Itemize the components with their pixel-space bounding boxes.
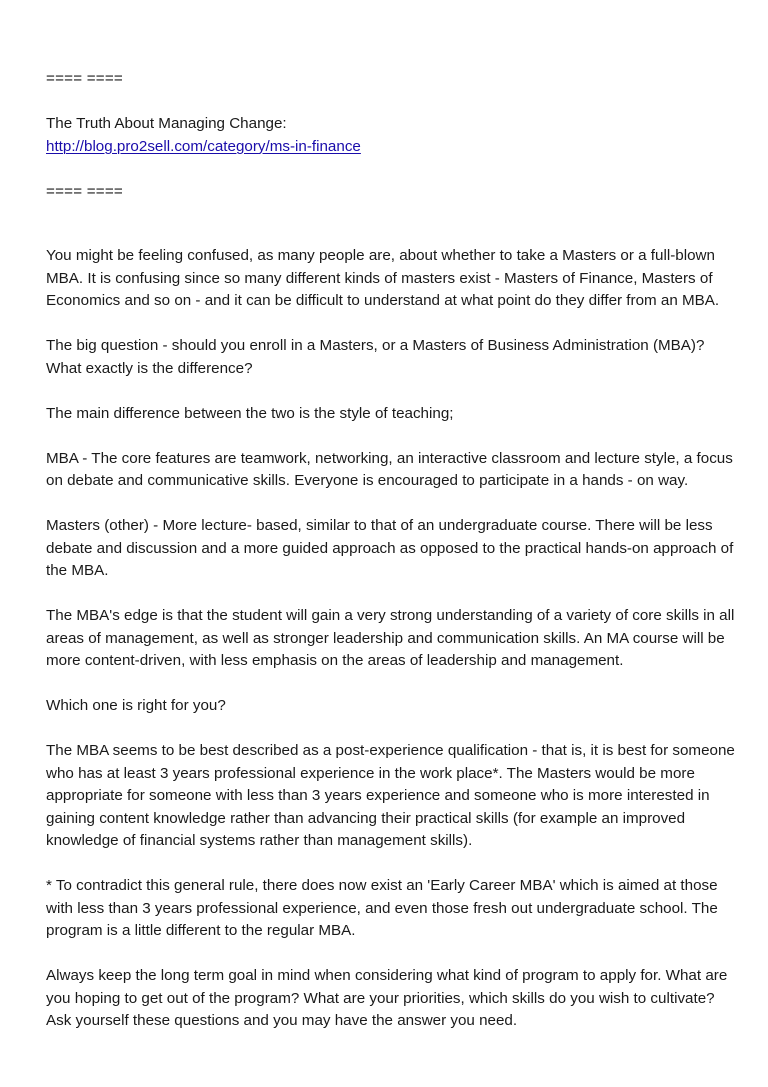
paragraph: You might be feeling confused, as many people are, about whether to take a Masters or a full-blown MBA. It is confusing since so many different kinds of masters exist - Masters of Finance, Masters of Economics and so on - and it can be difficult to understand at what point do they differ from an MBA. xyxy=(46,247,720,309)
source-link[interactable]: http://blog.pro2sell.com/category/ms-in-finance xyxy=(46,137,361,155)
spacer xyxy=(46,158,736,181)
spacer xyxy=(46,91,736,114)
article-title: The Truth About Managing Change: xyxy=(46,115,287,132)
document-page xyxy=(46,68,736,1055)
paragraph: Masters (other) - More lecture- based, similar to that of an undergraduate course. There will be less debate and discussion and a more guided approach as opposed to the practical hands-on approach of the MBA. xyxy=(46,517,734,579)
spacer xyxy=(46,203,736,245)
paragraph: * To contradict this general rule, there does now exist an 'Early Career MBA' which is aimed at those with less than 3 years professional experience, and even those fresh out undergraduate school. The program is a little different to the regular MBA. xyxy=(46,877,718,939)
paragraph: MBA - The core features are teamwork, networking, an interactive classroom and lecture style, a focus on debate and communicative skills. Everyone is encouraged to participate in a hands - on way. xyxy=(46,449,733,489)
paragraph: The MBA's edge is that the student will gain a very strong understanding of a variety of core skills in all areas of management, as well as stronger leadership and communication skills. An MA course will be more content-driven, with less emphasis on the areas of leadership and management. xyxy=(46,607,735,669)
source-link-line xyxy=(46,136,736,159)
paragraph: Always keep the long term goal in mind when considering what kind of program to apply for. What are you hoping to get out of the program? What are your priorities, which skills do you wish to cultivate? Ask yourself these questions and you may have the answer you need. xyxy=(46,967,728,1029)
paragraph: The main difference between the two is the style of teaching; xyxy=(46,404,454,422)
paragraph: The big question - should you enroll in a Masters, or a Masters of Business Administration (MBA)? What exactly is the difference? xyxy=(46,337,705,377)
paragraph: Which one is right for you? xyxy=(46,697,226,714)
separator-top: ==== ==== xyxy=(46,70,123,87)
paragraph: The MBA seems to be best described as a post-experience qualification - that is, it is best for someone who has at least 3 years professional experience in the work place*. The Masters would be more appropriate for someone with less than 3 years experience and someone who is more interested in gaining content knowledge rather than advancing their practical skills (for example an improved knowledge of financial systems rather than management skills). xyxy=(46,742,735,849)
separator-bottom: ==== ==== xyxy=(46,182,123,200)
article-body xyxy=(46,245,736,1033)
